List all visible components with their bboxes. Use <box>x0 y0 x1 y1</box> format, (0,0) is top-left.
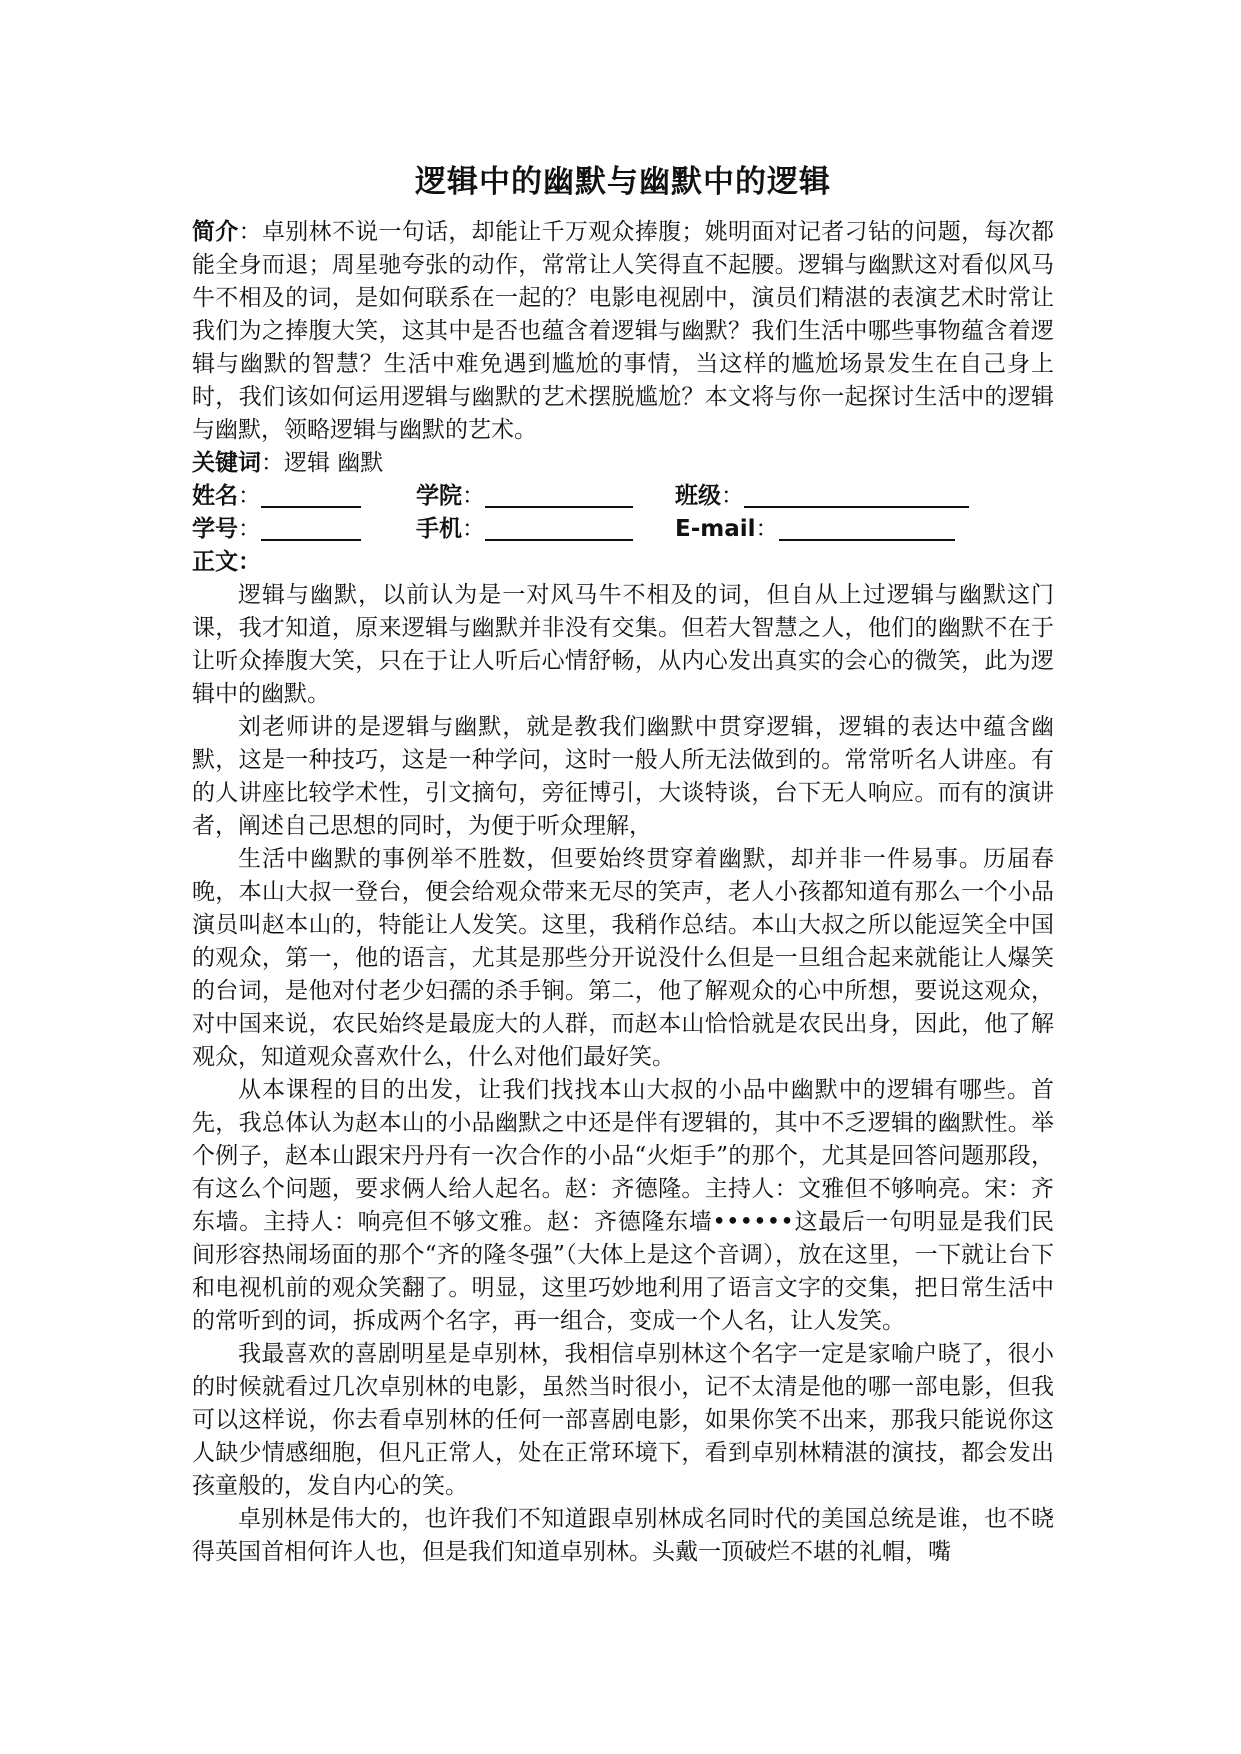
class-field: 班级： <box>675 480 969 513</box>
email-label: E-mail <box>675 516 756 542</box>
body-paragraph: 我最喜欢的喜剧明星是卓别林，我相信卓别林这个名字一定是家喻户晓了，很小的时候就看过几次卓别林的电影，虽然当时很小，记不太清是他的哪一部电影，但我可以这样说，你去看卓别林的任何一部喜剧电影，如果你笑不出来，那我只能说你这人缺少情感细胞，但凡正常人，处在正常环境下，看到卓别林精湛的演技，都会发出孩童般的，发自内心的笑。 <box>192 1341 1054 1499</box>
body-paragraph: 从本课程的目的出发，让我们找找本山大叔的小品中幽默中的逻辑有哪些。首先，我总体认为赵本山的小品幽默之中还是伴有逻辑的，其中不乏逻辑的幽默性。举个例子，赵本山跟宋丹丹有一次合作的小品“火炬手”的那个，尤其是回答问题那段，有这么个问题，要求俩人给人起名。赵：齐德隆。主持人：文雅但不够响亮。宋：齐东墙。主持人：响亮但不够文雅。赵：齐德隆东墙••••••这最后一句明显是我们民间形容热闹场面的那个“齐的隆冬强”（大体上是这个音调），放在这里，一下就让台下和电视机前的观众笑翻了。明显，这里巧妙地利用了语言文字的交集，把日常生活中的常听到的词，拆成两个名字，再一组合，变成一个人名，让人发笑。 <box>192 1077 1054 1334</box>
name-label: 姓名 <box>192 483 238 509</box>
email-blank[interactable] <box>779 515 955 541</box>
form-row-2 <box>192 513 1054 546</box>
document-title: 逻辑中的幽默与幽默中的逻辑 <box>415 164 831 200</box>
abstract-colon: ： <box>238 219 262 245</box>
class-blank[interactable] <box>744 482 969 508</box>
phone-label: 手机 <box>416 516 462 542</box>
body-label: 正文： <box>192 549 261 575</box>
name-blank[interactable] <box>261 482 361 508</box>
student-info-form <box>192 480 1054 546</box>
college-label: 学院 <box>416 483 462 509</box>
body-paragraph: 生活中幽默的事例举不胜数，但要始终贯穿着幽默，却并非一件易事。历届春晚，本山大叔一登台，便会给观众带来无尽的笑声，老人小孩都知道有那么一个小品演员叫赵本山的，特能让人发笑。这里，我稍作总结。本山大叔之所以能逗笑全中国的观众，第一，他的语言，尤其是那些分开说没什么但是一旦组合起来就能让人爆笑的台词，是他对付老少妇孺的杀手锏。第二，他了解观众的心中所想，要说这观众，对中国来说，农民始终是最庞大的人群，而赵本山恰恰就是农民出身，因此，他了解观众，知道观众喜欢什么，什么对他们最好笑。 <box>192 846 1054 1070</box>
form-row-1 <box>192 480 1054 513</box>
abstract-text: 卓别林不说一句话，却能让千万观众捧腹；姚明面对记者刁钻的问题，每次都能全身而退；周星驰夸张的动作，常常让人笑得直不起腰。逻辑与幽默这对看似风马牛不相及的词，是如何联系在一起的？电影电视剧中，演员们精湛的表演艺术时常让我们为之捧腹大笑，这其中是否也蕴含着逻辑与幽默？我们生活中哪些事物蕴含着逻辑与幽默的智慧？生活中难免遇到尴尬的事情，当这样的尴尬场景发生在自己身上时，我们该如何运用逻辑与幽默的艺术摆脱尴尬？本文将与你一起探讨生活中的逻辑与幽默，领略逻辑与幽默的艺术。 <box>192 219 1055 443</box>
abstract-section <box>192 216 1054 447</box>
keywords-label: 关键词 <box>192 450 261 476</box>
body-paragraph: 逻辑与幽默，以前认为是一对风马牛不相及的词，但自从上过逻辑与幽默这门课，我才知道，原来逻辑与幽默并非没有交集。但若大智慧之人，他们的幽默不在于让听众捧腹大笑，只在于让人听后心情舒畅，从内心发出真实的会心的微笑，此为逻辑中的幽默。 <box>192 582 1054 707</box>
abstract-label: 简介 <box>192 219 239 245</box>
student-id-field: 学号： <box>192 513 361 546</box>
email-field: E-mail： <box>675 513 955 546</box>
keywords-colon: ： <box>261 450 284 476</box>
phone-blank[interactable] <box>485 515 633 541</box>
phone-field: 手机： <box>416 513 633 546</box>
college-blank[interactable] <box>485 482 633 508</box>
body-text <box>192 579 1054 1569</box>
body-paragraph: 卓别林是伟大的，也许我们不知道跟卓别林成名同时代的美国总统是谁，也不晓得英国首相何许人也，但是我们知道卓别林。头戴一顶破烂不堪的礼帽，嘴 <box>192 1506 1054 1565</box>
college-field: 学院： <box>416 480 633 513</box>
keywords-text: 逻辑 幽默 <box>284 450 384 476</box>
keywords-section <box>192 447 1054 480</box>
body-paragraph: 刘老师讲的是逻辑与幽默，就是教我们幽默中贯穿逻辑，逻辑的表达中蕴含幽默，这是一种技巧，这是一种学问，这时一般人所无法做到的。常常听名人讲座。有的人讲座比较学术性，引文摘句，旁征博引，大谈特谈，台下无人响应。而有的演讲者，阐述自己思想的同时，为便于听众理解， <box>192 714 1054 839</box>
student-id-blank[interactable] <box>261 515 361 541</box>
name-field: 姓名： <box>192 480 361 513</box>
student-id-label: 学号 <box>192 516 238 542</box>
class-label: 班级 <box>675 483 721 509</box>
